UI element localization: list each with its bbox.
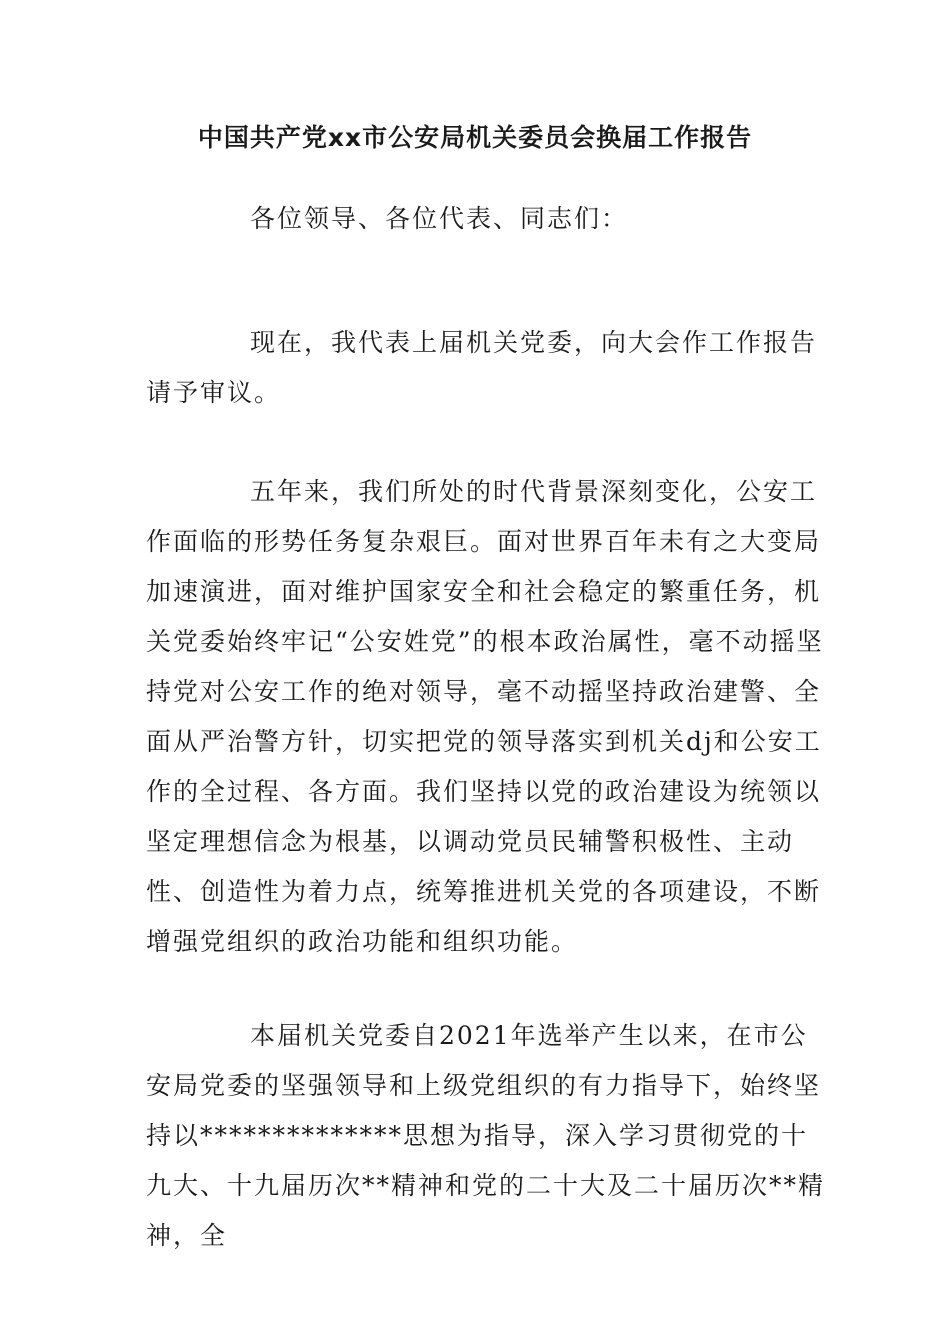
paragraph-3: 本届机关党委自2021年选举产生以来，在市公安局党委的坚强领导和上级党组织的有力指导下，始终坚持以**************思想为指导，深入学习贯彻党的十九大、十九届历次**精神和党的二十大及二十届历次**精神，全 (146, 1021, 826, 1250)
document-title: 中国共产党xx市公安局机关委员会换届工作报告 (197, 123, 753, 152)
paragraph-2: 五年来，我们所处的时代背景深刻变化，公安工作面临的形势任务复杂艰巨。面对世界百年未有之大变局加速演进，面对维护国家安全和社会稳定的繁重任务，机关党委始终牢记“公安姓党”的根本政治属性，毫不动摇坚持党对公安工作的绝对领导，毫不动摇坚持政治建警、全面从严治警方针，切实把党的领导落实到机关dj和公安工作的全过程、各方面。我们坚持以党的政治建设为统领以坚定理想信念为根基，以调动党员民辅警积极性、主动性、创造性为着力点，统筹推进机关党的各项建设，不断增强党组织的政治功能和组织功能。 (146, 477, 824, 956)
salutation: 各位领导、各位代表、同志们： (250, 204, 629, 233)
paragraph-1: 现在，我代表上届机关党委，向大会作工作报告请予审议。 (146, 328, 818, 407)
